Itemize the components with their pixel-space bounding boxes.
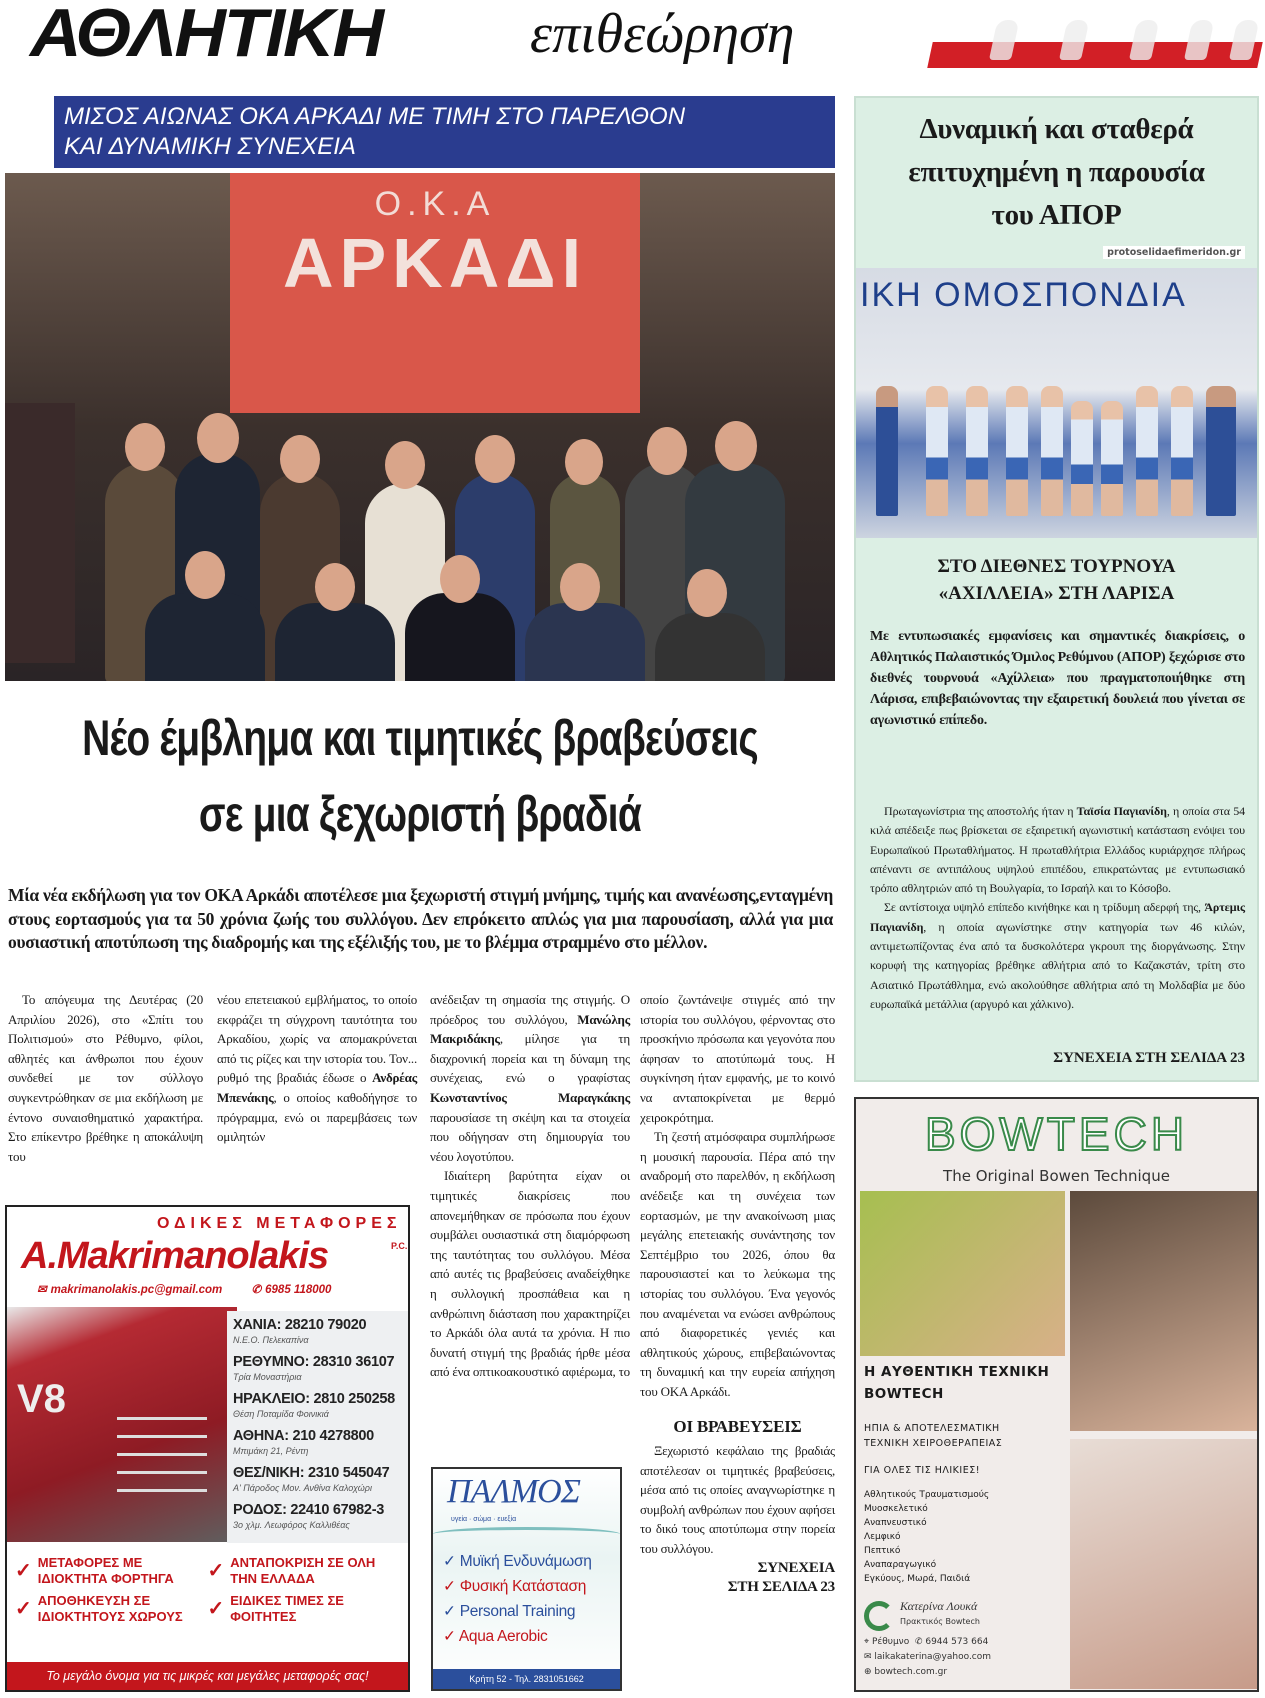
article-column-1 bbox=[8, 990, 203, 1166]
masthead-subtitle: επιθεώρηση bbox=[530, 3, 795, 65]
person-name: Μανώλης Μακριδάκης bbox=[430, 1011, 630, 1047]
paragraph bbox=[430, 990, 630, 1166]
paragraph: Το απόγευμα της Δευτέρας (20 Απριλίου 2026), στο «Σπίτι του Πολιτισμού» στο Ρέθυμνο, φίλοι, αθλητές και άνθρωποι που έχουν συνδεθεί με τον σύλλογο συγκεντρώθηκαν σε μια εκδήλωση με έντονο συναισθηματικό χαρακτήρα. Στο επίκεντρο βρέθηκε η αποκάλυψη του bbox=[8, 992, 203, 1164]
feature-text: ΑΠΟΘΗΚΕΥΣΗ ΣΕ ΙΔΙΟΚΤΗΤΟΥΣ ΧΩΡΟΥΣ bbox=[37, 1593, 183, 1624]
phone-icon: ✆ bbox=[251, 1284, 262, 1296]
palmos-gym-advertisement[interactable] bbox=[431, 1467, 622, 1691]
headline-line: του ΑΠΟΡ bbox=[991, 199, 1122, 231]
office-item bbox=[233, 1354, 406, 1383]
email-icon: ✉ bbox=[864, 1652, 875, 1662]
feature-item bbox=[15, 1593, 208, 1625]
feature-text: ΜΕΤΑΦΟΡΕΣ ΜΕ ΙΔΙΟΚΤΗΤΑ ΦΟΡΤΗΓΑ bbox=[37, 1555, 174, 1586]
service-item: ✓ Aqua Aerobic bbox=[443, 1628, 548, 1645]
continued-page: ΣΤΗ ΣΕΛΙΔΑ 23 bbox=[727, 1578, 835, 1595]
palmos-logo: ΠΑΛΜΟΣ bbox=[447, 1473, 580, 1510]
office-phone: ΘΕΣ/ΝΙΚΗ: 2310 545047 bbox=[233, 1465, 390, 1481]
article-column-4 bbox=[640, 990, 835, 1597]
bowtech-ages: ΓΙΑ ΟΛΕΣ ΤΙΣ ΗΛΙΚΙΕΣ! bbox=[864, 1465, 981, 1476]
headline-line: Δυναμική και σταθερά bbox=[919, 113, 1194, 145]
condition-item: Εγκύους, Μωρά, Παιδιά bbox=[864, 1574, 971, 1584]
office-phone: ΡΟΔΟΣ: 22410 67982-3 bbox=[233, 1502, 384, 1518]
source-watermark: protoselidaefimeridon.gr bbox=[1103, 246, 1245, 259]
contact-phone: 6944 573 664 bbox=[925, 1637, 989, 1647]
service-item: ✓ Personal Training bbox=[443, 1603, 576, 1620]
subtitle-line: «ΑΧΙΛΛΕΙΑ» ΣΤΗ ΛΑΡΙΣΑ bbox=[938, 583, 1175, 604]
text-run: , η οποία αγωνίστηκε στην κατηγορία των 46 κιλών, αντιμετωπίζοντας ένα από τα δυσκολότερα γκρουπ της διοργάνωσης. Στην κορυφή της κατηγορίας βρέθηκε αθλήτρια από το Καζακστάν, τρίτη στο Ασιατικό Πρωτάθλημα, ενώ ακολούθησε αθλήτρια από τη Μολδαβία με δύο ευρωπαϊκά μετάλλια (αργυρό και χάλκινο). bbox=[870, 919, 1245, 1011]
ad-slogan: Το μεγάλο όνομα για τις μικρές και μεγάλες μεταφορές σας! bbox=[7, 1662, 408, 1690]
story-kicker bbox=[54, 96, 835, 168]
paragraph: Ιδιαίτερη βαρύτητα είχαν οι τιμητικές διακρίσεις που απονεμήθηκαν σε πρόσωπα που έχουν συμβάλει ουσιαστικά στη διαμόρφωση της ταυτότητας του συλλόγου. Μέσα από αυτές τις βραβεύσεις αναδείχθηκε η συλλογική προσπάθεια και η ανθρώπινη διάσταση που χαρακτηρίζει το Αρκάδι όλα αυτά τα χρόνια. Η πιο δυνατή στιγμή της βραδιάς ήρθε μέσα από ένα οπτικοακουστικό αφιέρωμα, το bbox=[430, 1168, 630, 1380]
checkmark-icon: ✓ bbox=[15, 1560, 32, 1582]
office-item bbox=[233, 1391, 406, 1420]
text-run: Πρωταγωνίστρια της αποστολής ήταν η bbox=[884, 804, 1077, 818]
service-text: Aqua Aerobic bbox=[458, 1628, 548, 1645]
text-run: , μίλησε για τη διαχρονική πορεία και τη δύναμη της συνέχειας, ενώ ο γραφίστας bbox=[430, 1031, 630, 1086]
feature-text: ΑΝΤΑΠΟΚΡΙΣΗ ΣΕ ΟΛΗ ΤΗΝ ΕΛΛΑΔΑ bbox=[230, 1555, 376, 1586]
office-phone: ΗΡΑΚΛΕΙΟ: 2810 250258 bbox=[233, 1391, 395, 1407]
paragraph bbox=[217, 990, 417, 1147]
main-lede: Μία νέα εκδήλωση για τον ΟΚΑ Αρκάδι αποτέλεσε μια ξεχωριστή στιγμή μνήμης, τιμής και ανανέωσης,ενταγμένη στους εορτασμούς για τα 50 χρόνια ζωής του συλλόγου. Δεν επρόκειτο απλώς για μια παρουσίαση, αλλά για μια ουσιαστική αποτύπωση της διαδρομής και της εξέλιξής του, με το βλέμμα στραμμένο στο μέλλον. bbox=[8, 885, 833, 952]
side-body bbox=[870, 802, 1245, 1014]
continued-label: ΣΥΝΕΧΕΙΑ ΣΤΗ ΣΕΛΙΔΑ 23 bbox=[1053, 1050, 1245, 1066]
bowtech-swirl-icon bbox=[864, 1601, 894, 1631]
condition-item: Αθλητικούς Τραυματισμούς bbox=[864, 1490, 990, 1500]
condition-item: Αναπαραγωγικό bbox=[864, 1560, 937, 1570]
masthead-athletes-graphic bbox=[927, 42, 1263, 68]
therapy-photo bbox=[860, 1191, 1065, 1356]
text-run: Σε αντίστοιχα υψηλό επίπεδο κινήθηκε και η τρίδυμη αδερφή της, bbox=[884, 900, 1205, 915]
office-item bbox=[233, 1465, 406, 1494]
sign-text: ΑΡΚΑΔΙ bbox=[282, 224, 588, 302]
article-column-3 bbox=[430, 990, 630, 1382]
federation-banner: ΙΚΗ ΟΜΟΣΠΟΝΔΙΑ bbox=[860, 276, 1187, 314]
service-item: ✓ Φυσική Κατάσταση bbox=[443, 1578, 587, 1595]
checkmark-icon: ✓ bbox=[207, 1560, 225, 1582]
headline-line: σε μια ξεχωριστή βραδιά bbox=[198, 786, 642, 842]
masthead-title: ΑΘΛΗΤΙΚΗ bbox=[30, 0, 382, 71]
office-item bbox=[233, 1428, 406, 1457]
ad-header: ΟΔΙΚΕΣ ΜΕΤΑΦΟΡΕΣ bbox=[157, 1215, 402, 1232]
person-name: Άρτεμις Παγιανίδη bbox=[870, 900, 1245, 934]
contact-web-row bbox=[864, 1665, 1069, 1680]
contact-email[interactable]: laikakaterina@yahoo.com bbox=[874, 1652, 992, 1662]
side-lede: Με εντυπωσιακές εμφανίσεις και σημαντικές διακρίσεις, ο Αθλητικός Παλαιστικός Όμιλος Ρεθύμνου (ΑΠΟΡ) ξεχώρισε στο διεθνές τουρνουά «Αχίλλεια» που πραγματοποιήθηκε στη Λάρισα, επιβεβαιώνοντας την εξαιρετική δουλειά που γίνεται σε αγωνιστικό επίπεδο. bbox=[870, 629, 1245, 728]
feature-list bbox=[7, 1549, 408, 1631]
office-phone: ΧΑΝΙΑ: 28210 79020 bbox=[233, 1317, 367, 1333]
contact-city: Ρέθυμνο bbox=[871, 1637, 910, 1647]
subtitle-line: ΣΤΟ ΔΙΕΘΝΕΣ ΤΟΥΡΝΟΥΑ bbox=[937, 556, 1176, 577]
phone-icon: ✆ bbox=[914, 1637, 926, 1647]
bowtech-heading: BOWTECH bbox=[864, 1386, 944, 1402]
contact-location bbox=[864, 1635, 1069, 1650]
bowtech-subheading bbox=[864, 1421, 1069, 1451]
contact-email-row bbox=[864, 1650, 1069, 1665]
text-run: νέου επετειακού εμβλήματος, το οποίο εκφράζει τη σύγχρονη ταυτότητα του Αρκαδίου, χωρίς να απομακρύνεται από τις ρίζες και την ιστορία του. Τον... ρυθμό της βραδιάς έδωσε ο bbox=[217, 992, 417, 1086]
bowtech-text bbox=[864, 1361, 1069, 1586]
service-text: Φυσική Κατάσταση bbox=[459, 1578, 587, 1595]
ad-contact bbox=[37, 1283, 357, 1297]
feature-item bbox=[208, 1593, 401, 1625]
location-pin-icon: ⌖ bbox=[864, 1637, 872, 1647]
oka-arkadi-banner bbox=[230, 173, 640, 413]
paragraph: Τη ζεστή ατμόσφαιρα συμπλήρωσε η μουσική παρουσία. Πέρα από την αναδρομή στο παρελθόν, η εκδήλωση ανέδειξε και τη συνέχεια των εορτασμών, με την ανακοίνωση μιας μεγάλης επετειακής συνάντησης τον Σεπτέμβριο του 2026, όπου θα παρουσιαστεί και το λεύκωμα της ιστορίας του συλλόγου. Ένα γεγονός που αναμένεται να ενώσει ανθρώπους από διαφορετικές γενιές και αθλητικούς χώρους, επιβεβαιώνοντας τη δυναμική και την ευρεία απήχηση του ΟΚΑ Αρκάδι. bbox=[640, 1129, 835, 1399]
therapy-photo bbox=[1070, 1191, 1257, 1431]
office-address: 3ο χλμ. Λεωφόρος Καλλιθέας bbox=[233, 1520, 350, 1530]
service-item: ✓ Μυϊκή Ενδυνάμωση bbox=[443, 1553, 592, 1570]
contact-website[interactable]: bowtech.com.gr bbox=[874, 1667, 948, 1677]
article-column-2 bbox=[217, 990, 417, 1147]
conditions-list bbox=[864, 1488, 1069, 1586]
palmos-contact: Κρήτη 52 - Τηλ. 2831051662 bbox=[433, 1669, 620, 1689]
condition-item: Πεπτικό bbox=[864, 1546, 901, 1556]
office-address: Τρία Μοναστήρια bbox=[233, 1372, 302, 1382]
person-name: Ταϊσία Παγιανίδη bbox=[1076, 804, 1167, 818]
paragraph bbox=[870, 802, 1245, 898]
paragraph: Ξεχωριστό κεφάλαιο της βραδιάς αποτέλεσαν οι τιμητικές βραβεύσεις, μέσα από τις οποίες αναγνωρίστηκε η συμβολή ανθρώπων που έχουν αφήσει το δικό τους αποτύπωμα στην πορεία του συλλόγου. bbox=[640, 1443, 835, 1557]
ad-brand-logo: A.Makrimanolakis bbox=[21, 1235, 329, 1277]
office-address: Α' Πάροδος Μον. Ανθίνα Καλοχώρι bbox=[233, 1483, 372, 1493]
feature-item bbox=[208, 1555, 401, 1587]
text-run: ανέδειξαν τη σημασία της στιγμής. Ο πρόεδρος του συλλόγου, bbox=[430, 992, 630, 1027]
text-run: , η οποία στα 54 κιλά απέδειξε πως βρίσκεται σε εξαιρετική αγωνιστική κατάσταση ενόψει του Ευρωπαϊκού Πρωταθλήματος. Η πρωταθλήτρια Ελλάδος κυριάρχησε πλήρως απέναντι σε αντιπάλους υψηλού επιπέδου, επικρατώντας με εντυπωσιακό τρόπο αθλητριών από τη Βουλγαρία, το Ισραήλ και το Κόσοβο. bbox=[870, 804, 1246, 896]
condition-item: Μυοσκελετικό bbox=[864, 1504, 928, 1514]
kicker-line: ΜΙΣΟΣ ΑΙΩΝΑΣ ΟΚΑ ΑΡΚΑΔΙ ΜΕ ΤΙΜΗ ΣΤΟ ΠΑΡΕΛΘΟΝ bbox=[64, 103, 686, 130]
ad-phone: 6985 118000 bbox=[265, 1284, 332, 1296]
headline-line: Νέο έμβλημα και τιμητικές βραβεύσεις bbox=[82, 710, 758, 766]
text-run: , ο οποίος καθοδήγησε το πρόγραμμα, ενώ οι παρεμβάσεις των ομιλητών bbox=[217, 1089, 417, 1145]
continued-label: ΣΥΝΕΧΕΙΑ bbox=[757, 1559, 835, 1576]
truck-badge: V8 bbox=[17, 1377, 66, 1421]
truck-image bbox=[7, 1307, 237, 1542]
office-item bbox=[233, 1502, 406, 1531]
bowtech-slogan: The Original Bowen Technique bbox=[943, 1167, 1170, 1185]
bowtech-advertisement[interactable] bbox=[854, 1097, 1259, 1692]
palmos-tagline: υγεία · σώμα · ευεξία bbox=[451, 1516, 517, 1523]
side-subtitle bbox=[856, 553, 1257, 607]
person-name: Ανδρέας Μπενάκης bbox=[217, 1070, 417, 1105]
globe-icon: ⊕ bbox=[864, 1667, 875, 1677]
office-phone: ΑΘΗΝΑ: 210 4278800 bbox=[233, 1428, 374, 1444]
trucking-advertisement[interactable] bbox=[5, 1205, 410, 1692]
paragraph bbox=[870, 898, 1245, 1014]
wrestling-team-photo bbox=[856, 268, 1257, 538]
office-address: Ν.Ε.Ο. Πελεκαπίνα bbox=[233, 1335, 309, 1345]
therapy-photo bbox=[1070, 1439, 1257, 1689]
office-address: Μπιμάκη 21, Ρέντη bbox=[233, 1446, 309, 1456]
bowtech-contact bbox=[864, 1599, 1069, 1680]
subheading-line: ΗΠΙΑ & ΑΠΟΤΕΛΕΣΜΑΤΙΚΗ bbox=[864, 1423, 1000, 1434]
service-text: Personal Training bbox=[459, 1603, 576, 1620]
service-list bbox=[443, 1549, 592, 1649]
feature-item bbox=[15, 1555, 208, 1587]
email-icon: ✉ bbox=[37, 1284, 47, 1296]
office-item bbox=[233, 1317, 406, 1346]
section-subhead: ΟΙ ΒΡΑΒΕΥΣΕΙΣ bbox=[673, 1417, 802, 1437]
bowtech-logo: BOWTECH bbox=[924, 1108, 1189, 1160]
service-text: Μυϊκή Ενδυνάμωση bbox=[459, 1553, 592, 1570]
side-headline bbox=[856, 108, 1257, 237]
feature-text: ΕΙΔΙΚΕΣ ΤΙΜΕΣ ΣΕ ΦΟΙΤΗΤΕΣ bbox=[230, 1593, 344, 1624]
paragraph: οποίο ζωντάνεψε στιγμές από την ιστορία του συλλόγου, φέρνοντας στο προσκήνιο πρόσωπα και γεγονότα που άφησαν το αποτύπωμά τους. Η συγκίνηση ήταν εμφανής, με το κοινό να ανταποκρίνεται με θερμό χειροκρότημα. bbox=[640, 992, 835, 1125]
headline-line: επιτυχημένη η παρουσία bbox=[908, 156, 1205, 188]
condition-item: Λεμφικό bbox=[864, 1532, 901, 1542]
checkmark-icon: ✓ bbox=[207, 1598, 225, 1620]
text-run: παρουσίασε τη σκέψη και τα στοιχεία που οδήγησαν στη δημιουργία του νέου λογοτύπου. bbox=[430, 1109, 630, 1164]
person-name: Κωνσταντίνος Μαραγκάκης bbox=[430, 1089, 630, 1105]
contact-name: Κατερίνα Λουκά bbox=[900, 1599, 978, 1613]
condition-item: Αναπνευστικό bbox=[864, 1518, 927, 1528]
ad-email: makrimanolakis.pc@gmail.com bbox=[50, 1284, 223, 1296]
main-headline bbox=[7, 700, 834, 852]
sign-text: Ο.Κ.Α bbox=[374, 185, 496, 223]
office-address: Θέση Ποταμίδα Φοινικιά bbox=[233, 1409, 329, 1419]
office-phone: ΡΕΘΥΜΝΟ: 28310 36107 bbox=[233, 1354, 395, 1370]
checkmark-icon: ✓ bbox=[15, 1598, 32, 1620]
bowtech-heading: Η ΑΥΘΕΝΤΙΚΗ ΤΕΧΝΙΚΗ bbox=[864, 1364, 1050, 1380]
office-list bbox=[227, 1311, 410, 1543]
main-story-photo bbox=[5, 173, 835, 681]
side-story bbox=[854, 96, 1259, 1082]
ad-brand-suffix: P.C. bbox=[391, 1241, 408, 1251]
contact-role: Πρακτικός Bowtech bbox=[900, 1617, 980, 1626]
subheading-line: ΤΕΧΝΙΚΗ ΧΕΙΡΟΘΕΡΑΠΕΙΑΣ bbox=[864, 1438, 1003, 1449]
kicker-line: ΚΑΙ ΔΥΝΑΜΙΚΗ ΣΥΝΕΧΕΙΑ bbox=[64, 133, 356, 160]
